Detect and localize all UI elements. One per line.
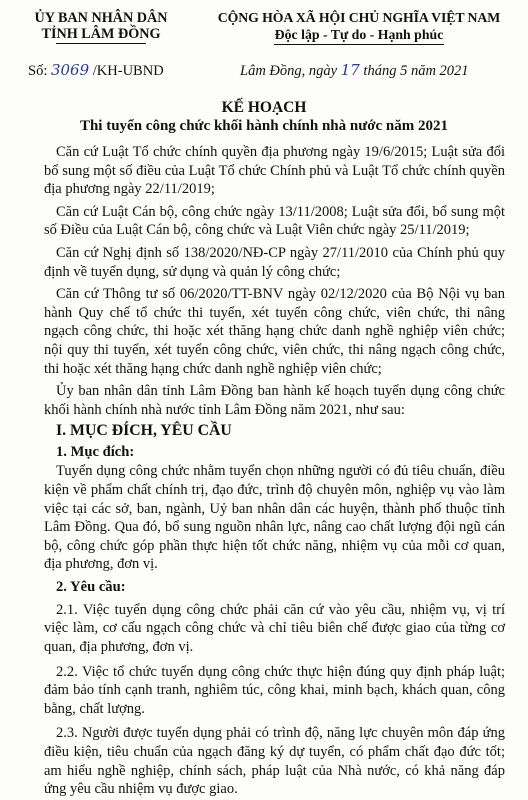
date-line xyxy=(240,61,469,80)
document-body xyxy=(44,143,505,799)
legal-basis-paragraph-1: Căn cứ Luật Tổ chức chính quyền địa phương ngày 19/6/2015; Luật sửa đổi bổ sung một số điều của Luật Tổ chức Chính phủ và Luật Tổ chức chính quyền địa phương ngày 22/11/2019; xyxy=(44,144,505,198)
document-number xyxy=(28,61,164,80)
legal-basis-paragraph-3: Căn cứ Nghị định số 138/2020/NĐ-CP ngày 27/11/2010 của Chính phủ quy định về tuyển dụng, sử dụng và quản lý công chức; xyxy=(44,244,505,280)
intro-paragraph: Ủy ban nhân dân tỉnh Lâm Đồng ban hành kế hoạch tuyển dụng công chức khối hành chính nhà nước tỉnh Lâm Đồng năm 2021, như sau: xyxy=(44,383,505,418)
issuing-agency-block xyxy=(16,10,186,44)
legal-basis-paragraph-4: Căn cứ Thông tư số 06/2020/TT-BNV ngày 02/12/2020 của Bộ Nội vụ ban hành Quy chế tổ chức thi tuyển, xét tuyển công chức, viên chức, thi nâng ngạch công chức, thi hoặc xét thăng hạng chức danh nghề nghiệp viên chức; nội quy thi tuyển, xét tuyển công chức, viên chức, thi nâng ngạch công chức, thi hoặc xét thăng hạng chức danh nghề nghiệp viên chức; xyxy=(44,286,505,377)
subsection-heading-requirements: 2. Yêu cầu: xyxy=(56,578,126,595)
agency-underline xyxy=(56,43,146,44)
national-motto: Độc lập - Tự do - Hạnh phúc xyxy=(274,27,444,42)
requirement-2-2: 2.2. Việc tổ chức tuyển dụng công chức thực hiện đúng quy định pháp luật; đảm bảo tính cạnh tranh, nghiêm túc, công khai, minh bạch, khách quan, công bằng, chất lượng. xyxy=(44,663,505,717)
national-header-block xyxy=(198,10,520,45)
motto-underline xyxy=(274,44,444,45)
document-title: KẾ HOẠCH xyxy=(221,99,307,116)
purpose-paragraph: Tuyển dụng công chức nhằm tuyển chọn những người có đủ tiêu chuẩn, điều kiện về phẩm chất chính trị, đạo đức, trình độ chuyên môn, nghiệp vụ vào làm việc tại các sở, ban, ngành, Uỷ ban nhân dân các huyện, thành phố thuộc tỉnh Lâm Đồng. Qua đó, bổ sung nguồn nhân lực, nâng cao chất lượng đội ngũ cán bộ, công chức góp phần thực hiện tốt chức năng, nhiệm vụ của mỗi cơ quan, địa phương, đơn vị. xyxy=(44,463,505,573)
legal-basis-paragraph-2: Căn cứ Luật Cán bộ, công chức ngày 13/11/2008; Luật sửa đổi, bổ sung một số Điều của Luật Cán bộ, công chức và Luật Viên chức ngày 25/11/2019; xyxy=(44,203,505,239)
doc-number-suffix: /KH-UBND xyxy=(89,63,164,79)
date-prefix: Lâm Đồng, ngày xyxy=(240,63,341,79)
subsection-heading-purpose: 1. Mục đích: xyxy=(56,444,135,461)
date-suffix: tháng 5 năm 2021 xyxy=(359,63,469,79)
doc-number-prefix: Số: xyxy=(28,63,51,79)
requirement-2-1: 2.1. Việc tuyển dụng công chức phải căn cứ vào yêu cầu, nhiệm vụ, vị trí việc làm, cơ cấu ngạch công chức và chỉ tiêu biên chế được giao của từng cơ quan, địa phương, đơn vị. xyxy=(44,601,505,656)
agency-line-1: ỦY BAN NHÂN DÂN xyxy=(34,10,168,26)
national-title: CỘNG HÒA XÃ HỘI CHỦ NGHĨA VIỆT NAM xyxy=(217,10,501,25)
section-heading-purpose-requirements: I. MỤC ĐÍCH, YÊU CẦU xyxy=(56,422,232,440)
document-subtitle: Thi tuyển công chức khối hành chính nhà nước năm 2021 xyxy=(79,118,449,134)
date-day-handwritten: 17 xyxy=(340,61,360,79)
doc-number-handwritten: 3069 xyxy=(50,61,90,79)
requirement-2-3: 2.3. Người được tuyển dụng phải có trình độ, năng lực chuyên môn đáp ứng điều kiện, tiêu chuẩn của ngạch đăng ký dự tuyển, có phẩm chất đạo đức tốt; am hiểu nghề nghiệp, chính sách, pháp luật của Nhà nước, có khả năng đáp ứng yêu cầu nhiệm vụ được giao. xyxy=(44,725,505,798)
agency-line-2: TỈNH LÂM ĐỒNG xyxy=(41,26,161,42)
